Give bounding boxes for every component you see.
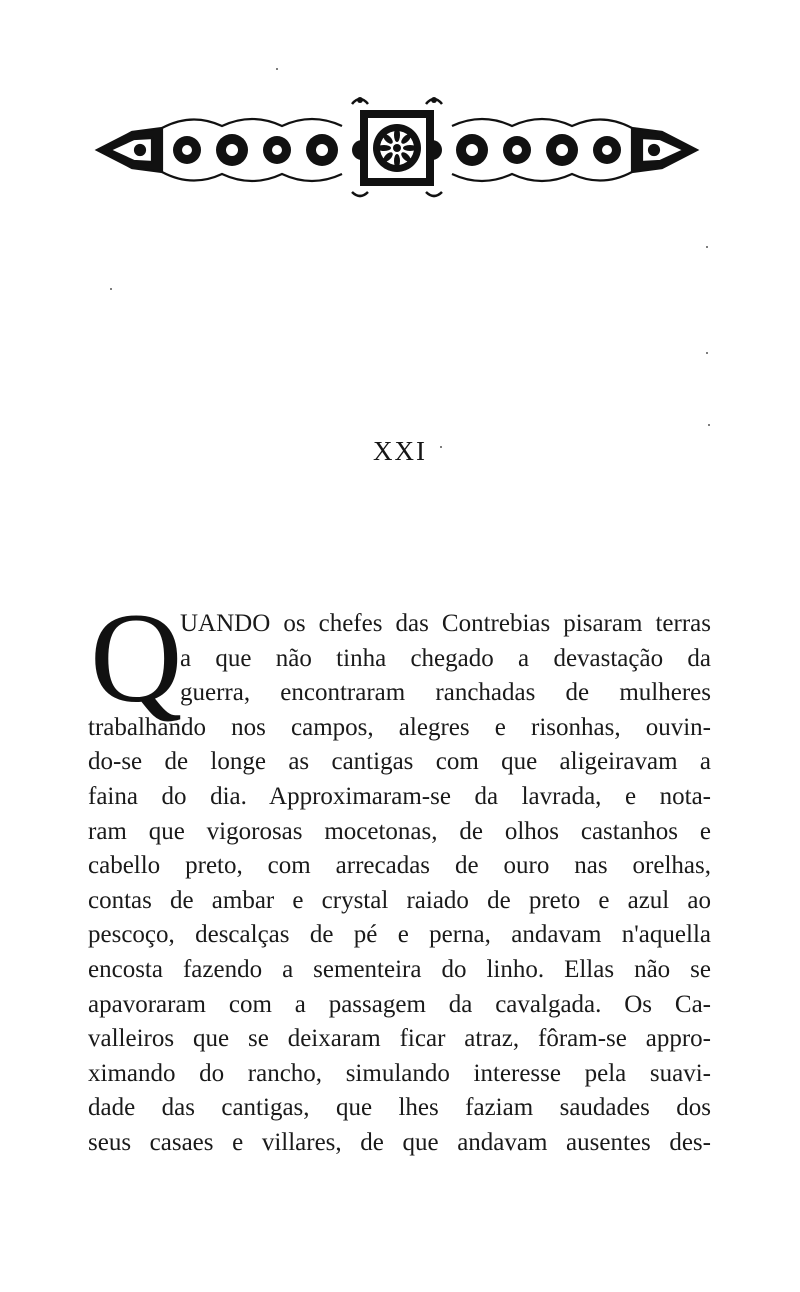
text-line: dade das cantigas, que lhes faziam saudades dos — [88, 1094, 711, 1122]
scan-speck — [706, 246, 708, 248]
text-line: cabello preto, com arrecadas de ouro nas orelhas, — [88, 852, 711, 880]
text-line: pescoço, descalças de pé e perna, andavam n'aquella — [88, 921, 711, 949]
drop-cap-letter: Q — [90, 587, 183, 729]
text-line: trabalhando nos campos, alegres e risonhas, ouvin- — [88, 713, 711, 741]
text-line: do-se de longe as cantigas com que aligeiravam a — [88, 748, 711, 776]
text-line: seus casaes e villares, de que andavam ausentes des- — [88, 1128, 711, 1156]
text-line: encosta fazendo a sementeira do linho. Ellas não se — [88, 955, 711, 983]
text-line: ximando do rancho, simulando interesse pela suavi- — [88, 1059, 711, 1087]
text-line: apavoraram com a passagem da cavalgada. Os Ca- — [88, 990, 711, 1018]
text-line: valleiros que se deixaram ficar atraz, fôram-se appro- — [88, 1025, 711, 1053]
body-text — [88, 607, 711, 1161]
scan-speck — [440, 446, 442, 448]
text-line: faina do dia. Approximaram-se da lavrada, e nota- — [88, 782, 711, 810]
scan-speck — [110, 288, 112, 290]
scan-speck — [706, 352, 708, 354]
scan-speck — [276, 68, 278, 70]
text-line: a que não tinha chegado a devastação da — [180, 644, 711, 672]
chapter-number: XXI — [373, 436, 427, 466]
floral-ornament-headpiece — [92, 92, 702, 202]
text-line: ram que vigorosas mocetonas, de olhos castanhos e — [88, 817, 711, 845]
scan-speck — [708, 424, 710, 426]
text-line: guerra, encontraram ranchadas de mulheres — [180, 679, 711, 707]
text-line: contas de ambar e crystal raiado de preto e azul ao — [88, 886, 711, 914]
text-line: UANDO os chefes das Contrebias pisaram terras — [180, 610, 711, 637]
